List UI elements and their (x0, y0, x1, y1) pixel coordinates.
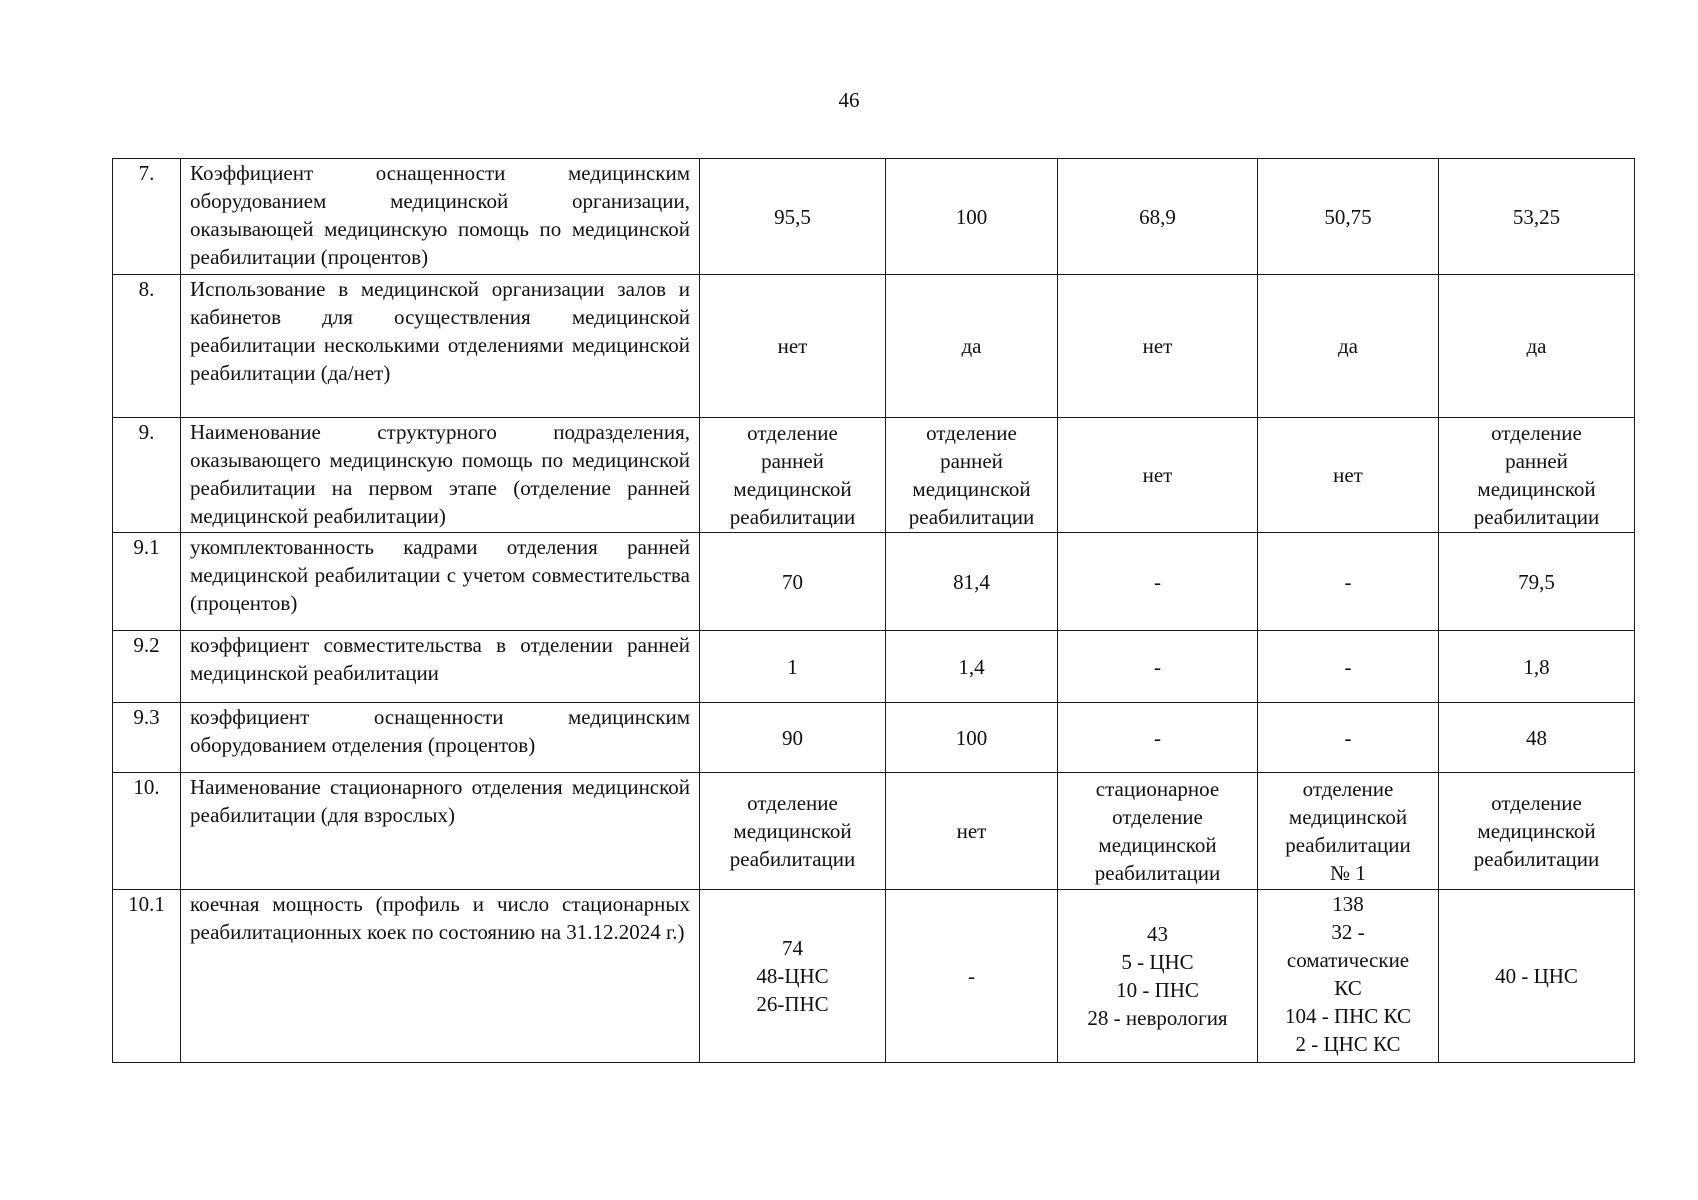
table-row (113, 890, 1635, 1063)
table-row (113, 773, 1635, 890)
value-cell: - (1058, 631, 1258, 703)
value-cell: - (1258, 533, 1439, 631)
table-row (113, 275, 1635, 418)
value-cell: да (1439, 275, 1635, 418)
value-cell: - (1058, 703, 1258, 773)
table-row (113, 533, 1635, 631)
value-cell: отделение медицинской реабилитации (1439, 773, 1635, 890)
value-cell: отделение ранней медицинской реабилитации (886, 418, 1058, 533)
value-cell: отделение ранней медицинской реабилитации (1439, 418, 1635, 533)
value-cell: 1 (700, 631, 886, 703)
value-cell: 74 48-ЦНС 26-ПНС (700, 890, 886, 1063)
value-cell: нет (886, 773, 1058, 890)
value-cell: нет (1058, 275, 1258, 418)
value-cell: нет (1058, 418, 1258, 533)
value-cell: нет (1258, 418, 1439, 533)
value-cell: 100 (886, 703, 1058, 773)
table-row (113, 159, 1635, 275)
row-number: 9.2 (113, 631, 181, 703)
value-cell: отделение медицинской реабилитации (700, 773, 886, 890)
value-cell: да (1258, 275, 1439, 418)
value-cell: 138 32 - соматические КС 104 - ПНС КС 2 - ЦНС КС (1258, 890, 1439, 1063)
value-cell: 90 (700, 703, 886, 773)
row-description: коэффициент оснащенности медицинским оборудованием отделения (процентов) (181, 703, 700, 773)
value-cell: 40 - ЦНС (1439, 890, 1635, 1063)
row-description: коечная мощность (профиль и число стационарных реабилитационных коек по состоянию на 31.12.2024 г.) (181, 890, 700, 1063)
value-cell: 100 (886, 159, 1058, 275)
indicators-table (112, 158, 1635, 1063)
value-cell: 48 (1439, 703, 1635, 773)
row-number: 9. (113, 418, 181, 533)
value-cell: 70 (700, 533, 886, 631)
table-row (113, 703, 1635, 773)
row-description: Наименование стационарного отделения медицинской реабилитации (для взрослых) (181, 773, 700, 890)
table-row (113, 418, 1635, 533)
value-cell: - (1258, 703, 1439, 773)
row-description: коэффициент совместительства в отделении ранней медицинской реабилитации (181, 631, 700, 703)
value-cell: - (1058, 533, 1258, 631)
value-cell: 1,8 (1439, 631, 1635, 703)
row-number: 8. (113, 275, 181, 418)
value-cell: стационарное отделение медицинской реабилитации (1058, 773, 1258, 890)
page-number: 46 (838, 88, 860, 112)
value-cell: - (886, 890, 1058, 1063)
value-cell: нет (700, 275, 886, 418)
value-cell: 53,25 (1439, 159, 1635, 275)
value-cell: отделение медицинской реабилитации № 1 (1258, 773, 1439, 890)
row-number: 9.1 (113, 533, 181, 631)
table-row (113, 631, 1635, 703)
value-cell: 95,5 (700, 159, 886, 275)
row-number: 10. (113, 773, 181, 890)
value-cell: 1,4 (886, 631, 1058, 703)
value-cell: отделение ранней медицинской реабилитации (700, 418, 886, 533)
value-cell: да (886, 275, 1058, 418)
row-number: 10.1 (113, 890, 181, 1063)
value-cell: 50,75 (1258, 159, 1439, 275)
row-description: Коэффициент оснащенности медицинским оборудованием медицинской организации, оказывающей медицинскую помощь по медицинской реабилитации (процентов) (181, 159, 700, 275)
value-cell: - (1258, 631, 1439, 703)
value-cell: 43 5 - ЦНС 10 - ПНС 28 - неврология (1058, 890, 1258, 1063)
row-number: 9.3 (113, 703, 181, 773)
row-description: укомплектованность кадрами отделения ранней медицинской реабилитации с учетом совместительства (процентов) (181, 533, 700, 631)
value-cell: 79,5 (1439, 533, 1635, 631)
value-cell: 81,4 (886, 533, 1058, 631)
row-description: Наименование структурного подразделения, оказывающего медицинскую помощь по медицинской реабилитации на первом этапе (отделение ранней медицинской реабилитации) (181, 418, 700, 533)
row-number: 7. (113, 159, 181, 275)
row-description: Использование в медицинской организации залов и кабинетов для осуществления медицинской реабилитации несколькими отделениями медицинской реабилитации (да/нет) (181, 275, 700, 418)
value-cell: 68,9 (1058, 159, 1258, 275)
